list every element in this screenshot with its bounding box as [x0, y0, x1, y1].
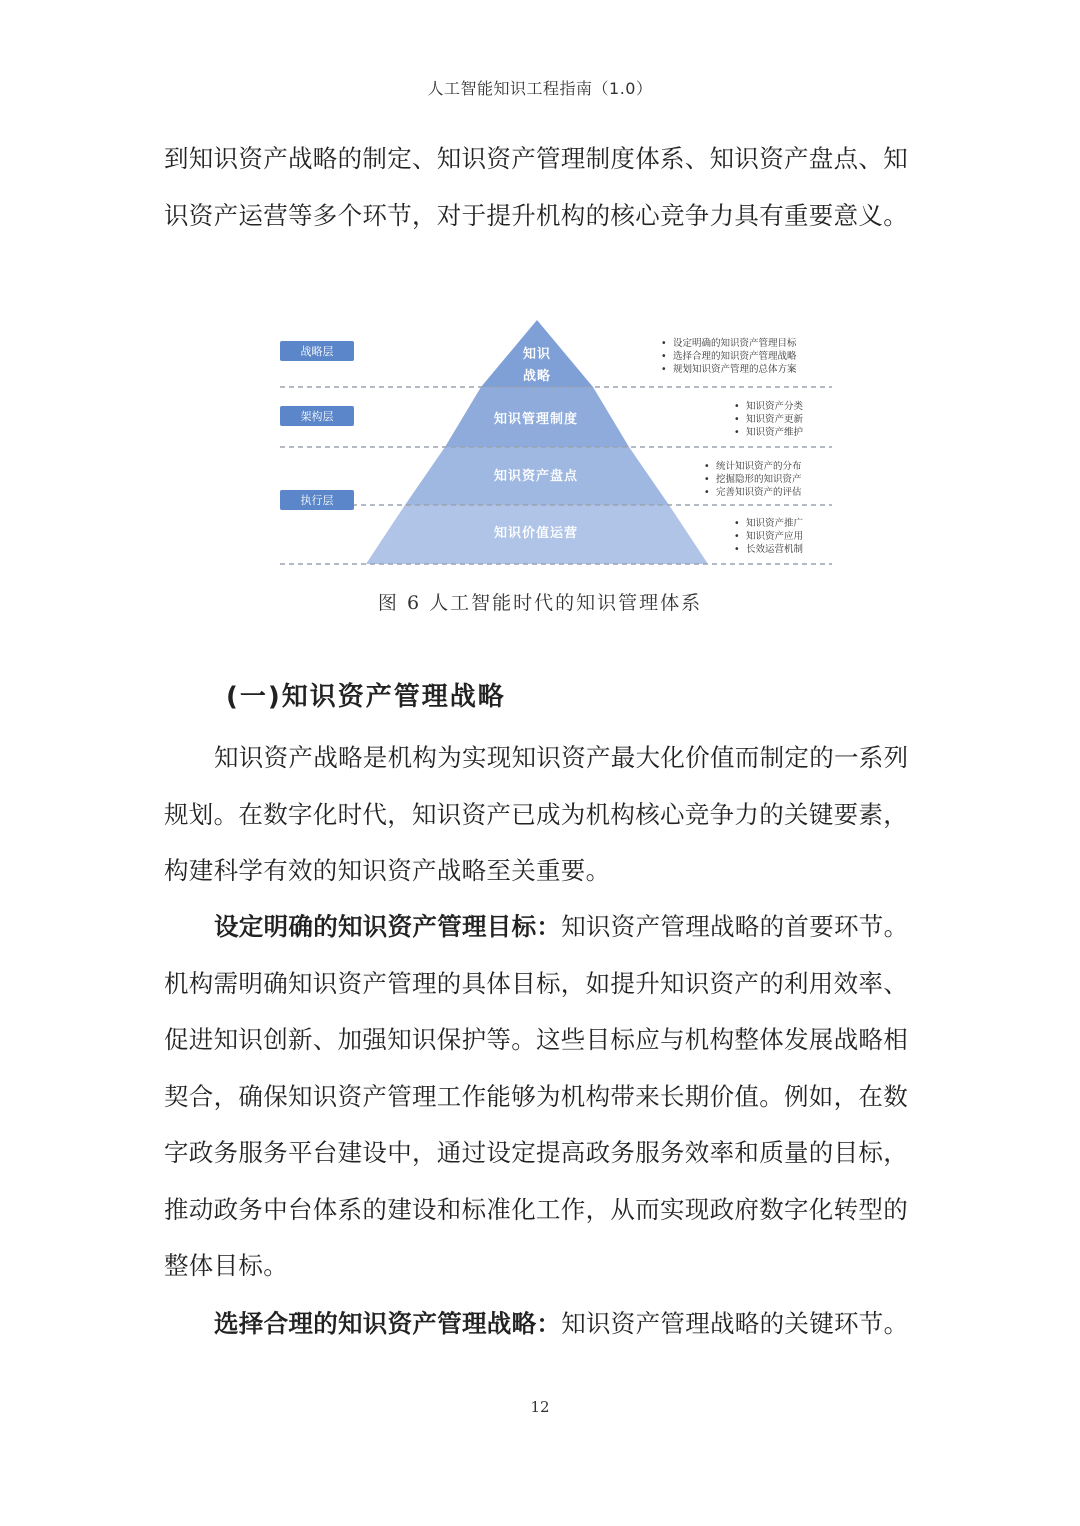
bullet-dot: • — [734, 414, 740, 425]
bullet-item: 选择合理的知识资产管理战略 — [673, 351, 797, 362]
pyramid-level3-label: 知识资产盘点 — [493, 469, 579, 484]
layer-label-architecture: 架构层 — [300, 410, 334, 423]
bullet-item: 长效运营机制 — [746, 544, 804, 555]
section-paragraph-3 — [164, 1296, 909, 1353]
section-heading: (一)知识资产管理战略 — [226, 682, 506, 712]
paragraph-lead-in: 选择合理的知识资产管理战略： — [214, 1309, 562, 1338]
pyramid-top-label-1: 知识 — [522, 347, 552, 362]
bullet-dot: • — [704, 487, 710, 498]
bullet-dot: • — [704, 474, 710, 485]
section-paragraph-2 — [164, 899, 909, 1295]
bullet-item: 统计知识资产的分布 — [716, 461, 802, 472]
bullet-item: 知识资产应用 — [746, 531, 804, 542]
bullet-dot: • — [734, 544, 740, 555]
bullet-dot: • — [704, 461, 710, 472]
bullet-item: 挖掘隐形的知识资产 — [716, 474, 802, 485]
bullet-dot: • — [734, 531, 740, 542]
bullet-item: 设定明确的知识资产管理目标 — [673, 338, 797, 349]
pyramid-top-label-2: 战略 — [522, 369, 552, 384]
bullet-item: 知识资产推广 — [746, 518, 804, 529]
paragraph-body: 知识资产管理战略的关键环节。 — [561, 1309, 909, 1338]
bullet-item: 知识资产维护 — [746, 427, 804, 438]
bullet-dot: • — [734, 401, 740, 412]
layer-label-execution: 执行层 — [300, 494, 334, 507]
knowledge-management-pyramid-figure — [276, 318, 836, 574]
figure-caption: 图 6 人工智能时代的知识管理体系 — [377, 592, 703, 614]
bullet-item: 知识资产分类 — [746, 401, 804, 412]
section-paragraph-1: 知识资产战略是机构为实现知识资产最大化价值而制定的一系列规划。在数字化时代，知识资产已成为机构核心竞争力的关键要素，构建科学有效的知识资产战略至关重要。 — [164, 743, 909, 885]
page-number: 12 — [530, 1398, 550, 1416]
layer-label-strategy: 战略层 — [300, 345, 334, 358]
bullet-dot: • — [661, 364, 667, 375]
pyramid-level2-label: 知识管理制度 — [493, 412, 579, 427]
bullet-dot: • — [661, 351, 667, 362]
bullet-item: 知识资产更新 — [746, 414, 804, 425]
page-header: 人工智能知识工程指南（1.0） — [427, 79, 653, 98]
bullet-dot: • — [734, 427, 740, 438]
bullet-item: 规划知识资产管理的总体方案 — [673, 364, 797, 375]
pyramid-level4-label: 知识价值运营 — [493, 526, 579, 541]
intro-paragraph: 到知识资产战略的制定、知识资产管理制度体系、知识资产盘点、知识资产运营等多个环节，对于提升机构的核心竞争力具有重要意义。 — [164, 144, 908, 230]
paragraph-body: 知识资产管理战略的首要环节。机构需明确知识资产管理的具体目标，如提升知识资产的利用效率、促进知识创新、加强知识保护等。这些目标应与机构整体发展战略相契合，确保知识资产管理工作能够为机构带来长期价值。例如，在数字政务服务平台建设中，通过设定提高政务服务效率和质量的目标，推动政务中台体系的建设和标准化工作，从而实现政府数字化转型的整体目标。 — [164, 912, 909, 1280]
bullet-item: 完善知识资产的评估 — [716, 487, 802, 498]
paragraph-lead-in: 设定明确的知识资产管理目标： — [214, 912, 562, 941]
bullet-dot: • — [734, 518, 740, 529]
bullet-dot: • — [661, 338, 667, 349]
